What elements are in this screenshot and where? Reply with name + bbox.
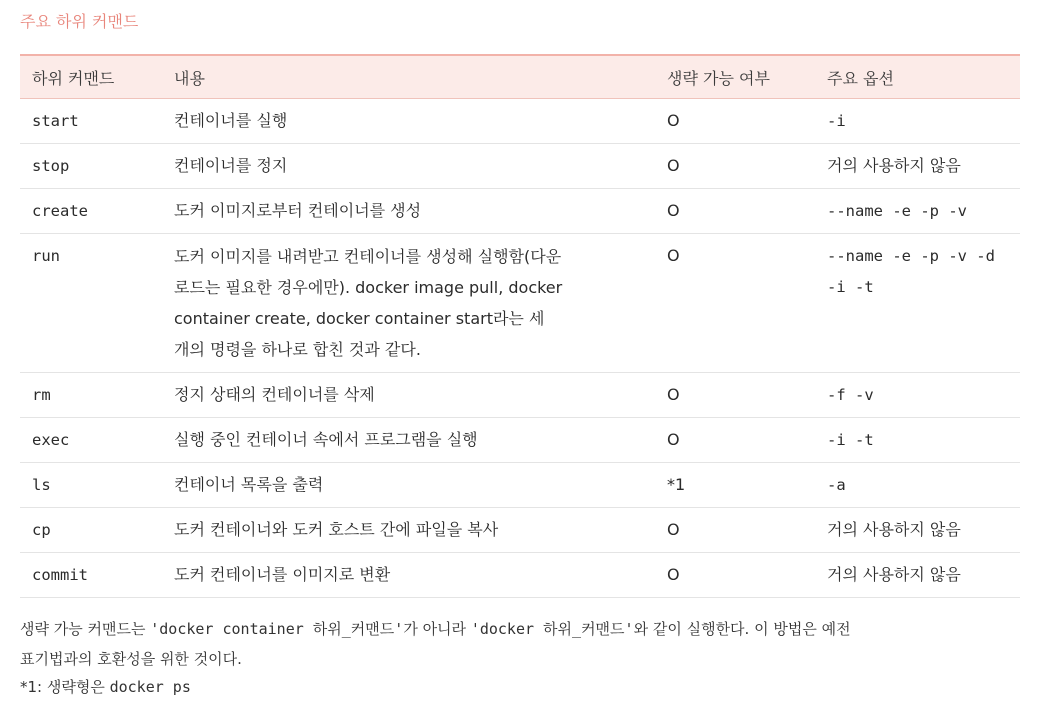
options-line: --name -e -p -v -d (827, 247, 995, 265)
cell-options: -i -t (815, 418, 1020, 463)
cell-command: commit (20, 553, 162, 598)
note-text: 와 같이 실행한다. 이 방법은 예전 (633, 620, 851, 638)
cell-options: -f -v (815, 373, 1020, 418)
cell-command: stop (20, 144, 162, 189)
subcommand-table-container (20, 54, 1020, 598)
table-row (20, 553, 1020, 598)
cell-description: 컨테이너를 실행 (162, 99, 655, 144)
table-row (20, 418, 1020, 463)
footnote-label: *1: 생략형은 (20, 678, 110, 696)
cell-omittable: O (655, 144, 815, 189)
header-omittable: 생략 가능 여부 (655, 55, 815, 99)
cell-options: -i (815, 99, 1020, 144)
cell-omittable: *1 (655, 463, 815, 508)
cell-description: 정지 상태의 컨테이너를 삭제 (162, 373, 655, 418)
note-line-1 (20, 614, 1020, 644)
cell-omittable: O (655, 508, 815, 553)
cell-command: ls (20, 463, 162, 508)
table-row (20, 144, 1020, 189)
cell-omittable: O (655, 99, 815, 144)
table-row (20, 99, 1020, 144)
header-description: 내용 (162, 55, 655, 99)
cell-command: start (20, 99, 162, 144)
cell-command: run (20, 234, 162, 373)
description-line: 로드는 필요한 경우에만). docker image pull, docker (174, 278, 563, 297)
table-header-row (20, 55, 1020, 99)
cell-description: 도커 컨테이너와 도커 호스트 간에 파일을 복사 (162, 508, 655, 553)
cell-command: create (20, 189, 162, 234)
cell-options: 거의 사용하지 않음 (815, 144, 1020, 189)
table-row (20, 373, 1020, 418)
table-row (20, 234, 1020, 373)
options-line: -i -t (827, 278, 874, 296)
cell-options (815, 234, 1020, 373)
cell-options: 거의 사용하지 않음 (815, 508, 1020, 553)
footnote-code: docker ps (109, 678, 191, 696)
cell-options: --name -e -p -v (815, 189, 1020, 234)
subcommand-table (20, 54, 1020, 598)
cell-omittable: O (655, 418, 815, 463)
cell-options: -a (815, 463, 1020, 508)
table-caption: 주요 하위 커맨드 (20, 12, 139, 31)
cell-omittable: O (655, 189, 815, 234)
footnote (20, 676, 191, 697)
note-code: 'docker container 하위_커맨드' (150, 620, 404, 638)
description-line: 도커 이미지를 내려받고 컨테이너를 생성해 실행함(다운 (174, 247, 562, 266)
cell-description: 컨테이너 목록을 출력 (162, 463, 655, 508)
note-text: 생략 가능 커맨드는 (20, 620, 151, 638)
note-line-2: 표기법과의 호환성을 위한 것이다. (20, 650, 242, 668)
note-code: 'docker 하위_커맨드' (470, 620, 634, 638)
cell-command: cp (20, 508, 162, 553)
cell-description: 실행 중인 컨테이너 속에서 프로그램을 실행 (162, 418, 655, 463)
cell-description: 도커 이미지로부터 컨테이너를 생성 (162, 189, 655, 234)
cell-options: 거의 사용하지 않음 (815, 553, 1020, 598)
cell-description: 도커 컨테이너를 이미지로 변환 (162, 553, 655, 598)
note-text: 가 아니라 (403, 620, 471, 638)
cell-command: exec (20, 418, 162, 463)
header-options: 주요 옵션 (815, 55, 1020, 99)
description-line: 개의 명령을 하나로 합친 것과 같다. (174, 340, 421, 359)
description-line: container create, docker container start라는 세 (174, 309, 545, 328)
cell-description: 컨테이너를 정지 (162, 144, 655, 189)
table-row (20, 508, 1020, 553)
cell-omittable: O (655, 234, 815, 373)
cell-omittable: O (655, 553, 815, 598)
header-subcommand: 하위 커맨드 (20, 55, 162, 99)
cell-command: rm (20, 373, 162, 418)
cell-description (162, 234, 655, 373)
table-notes (20, 614, 1020, 674)
cell-omittable: O (655, 373, 815, 418)
table-row (20, 463, 1020, 508)
table-row (20, 189, 1020, 234)
